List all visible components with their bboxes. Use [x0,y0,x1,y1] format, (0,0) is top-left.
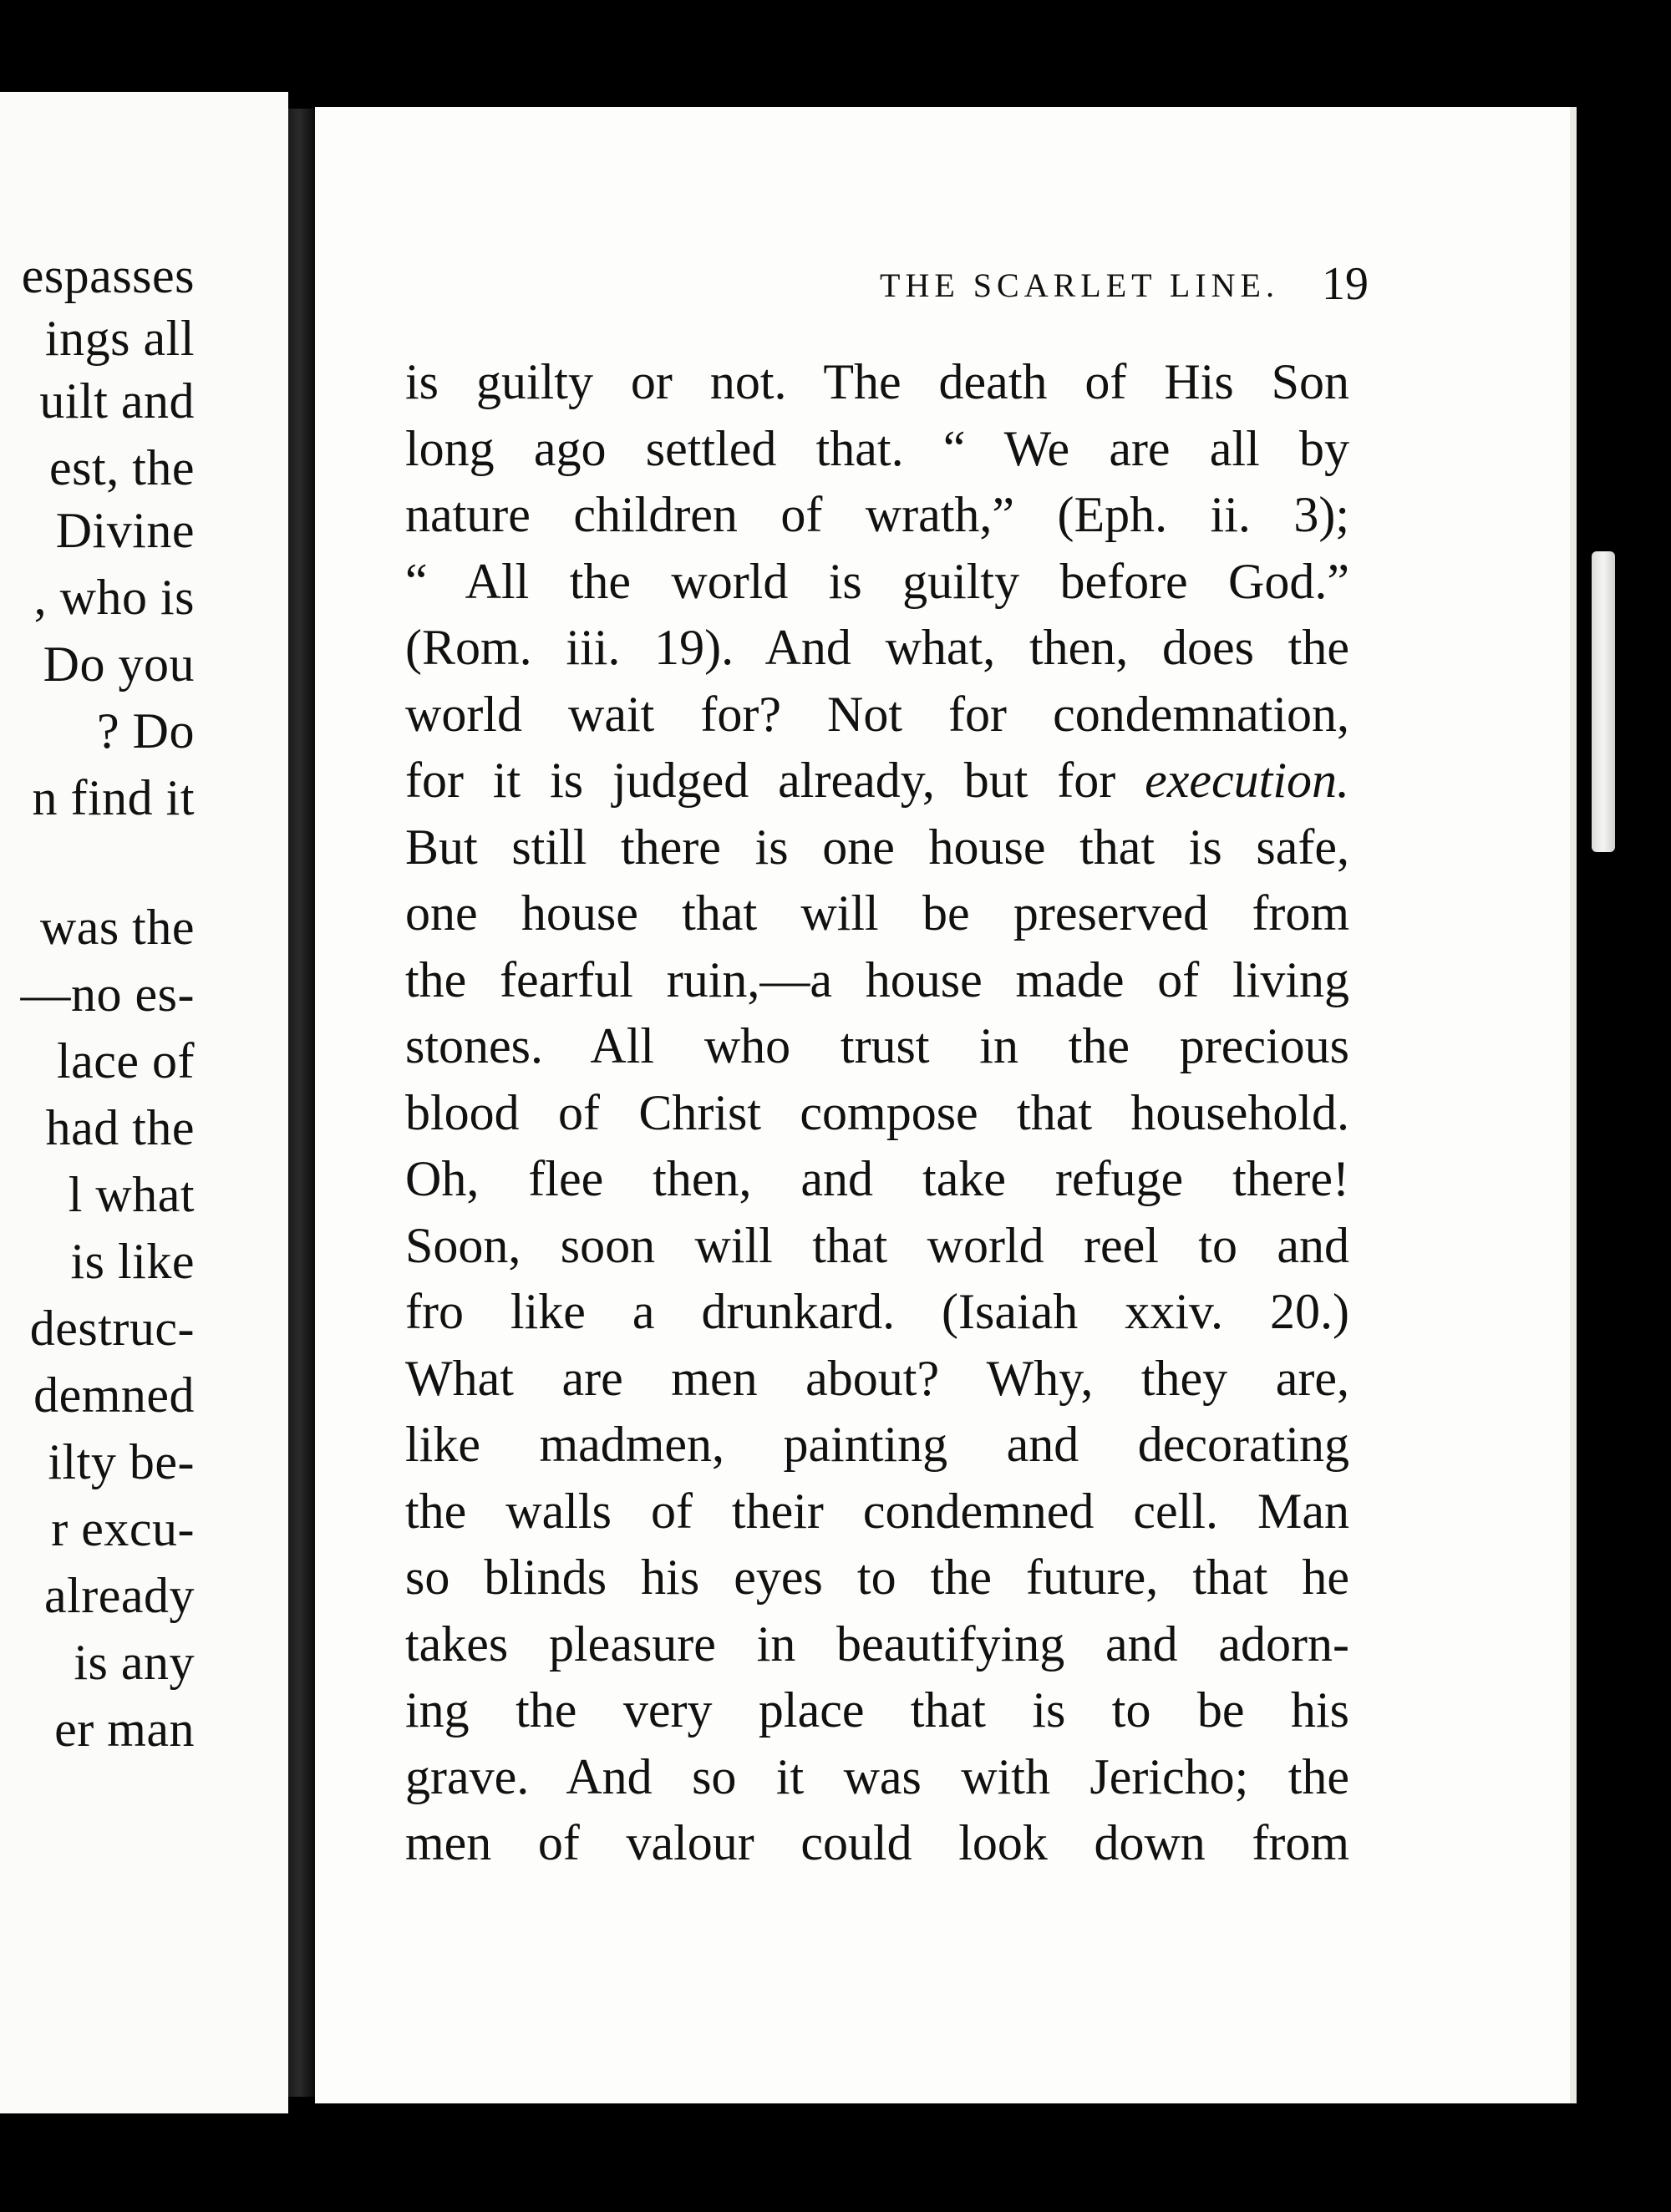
text-line: (Rom. iii. 19). And what, then, does the [405,620,1349,675]
left-page-line: l what [68,1167,195,1222]
text-line: long ago settled that. “ We are all by [405,420,1349,476]
text-line: nature children of wrath,” (Eph. ii. 3); [405,487,1349,542]
left-page-line: lace of [56,1033,195,1088]
left-page-line: ings all [45,311,195,366]
left-page-line: n find it [32,770,195,825]
left-page-line: est, the [49,440,195,495]
text-line: “ All the world is guilty before God.” [405,553,1349,609]
left-page-line: er man [54,1702,195,1757]
left-page [0,92,288,2113]
text-line: men of valour could look down from [405,1815,1349,1870]
body-text [405,349,1366,1877]
page-edge [1592,551,1615,852]
text-line: stones. All who trust in the precious [405,1018,1349,1073]
right-page [315,107,1577,2103]
text-line: world wait for? Not for condemnation, [405,686,1349,742]
text-line: is guilty or not. The death of His Son [405,354,1349,409]
text-line: takes pleasure in beautifying and adorn- [405,1616,1349,1672]
text-line: blood of Christ compose that household. [405,1084,1349,1140]
left-page-line: ? Do [97,703,195,758]
text-line: one house that will be preserved from [405,885,1349,941]
page-number: 19 [1322,258,1369,310]
text-line: like madmen, painting and decorating [405,1417,1349,1472]
left-page-line: ilty be- [48,1434,195,1489]
left-page-line: Do you [43,637,195,692]
book-gutter [288,109,315,2097]
left-page-line: had the [45,1100,195,1155]
italic-word: execution. [1145,753,1349,808]
left-page-line: was the [39,900,195,955]
text-line-segment: for it is judged already, but for [405,753,1145,808]
left-page-line: demned [33,1367,195,1423]
left-page-line: , who is [33,570,195,625]
text-line: grave. And so it was with Jericho; the [405,1748,1349,1804]
left-page-line: r excu- [51,1501,195,1556]
left-page-line: Divine [55,503,195,558]
running-head: THE SCARLET LINE. [880,266,1279,304]
text-line: the fearful ruin,—a house made of living [405,951,1349,1007]
left-page-line: already [43,1568,195,1623]
text-line: the walls of their condemned cell. Man [405,1483,1349,1539]
text-line: Oh, flee then, and take refuge there! [405,1151,1349,1206]
text-line: ing the very place that is to be his [405,1682,1349,1738]
text-line: so blinds his eyes to the future, that he [405,1550,1349,1605]
text-line [405,748,1349,814]
left-page-line: espasses [21,248,195,303]
text-line: What are men about? Why, they are, [405,1350,1349,1406]
text-line: But still there is one house that is safe, [405,819,1349,875]
text-line: Soon, soon will that world reel to and [405,1217,1349,1273]
text-line: fro like a drunkard. (Isaiah xxiv. 20.) [405,1284,1349,1339]
left-page-line: is like [70,1234,195,1289]
left-page-line: is any [74,1635,195,1690]
left-page-line: destruc- [29,1301,195,1356]
left-page-line: —no es- [20,966,195,1022]
left-page-line: uilt and [39,373,195,429]
